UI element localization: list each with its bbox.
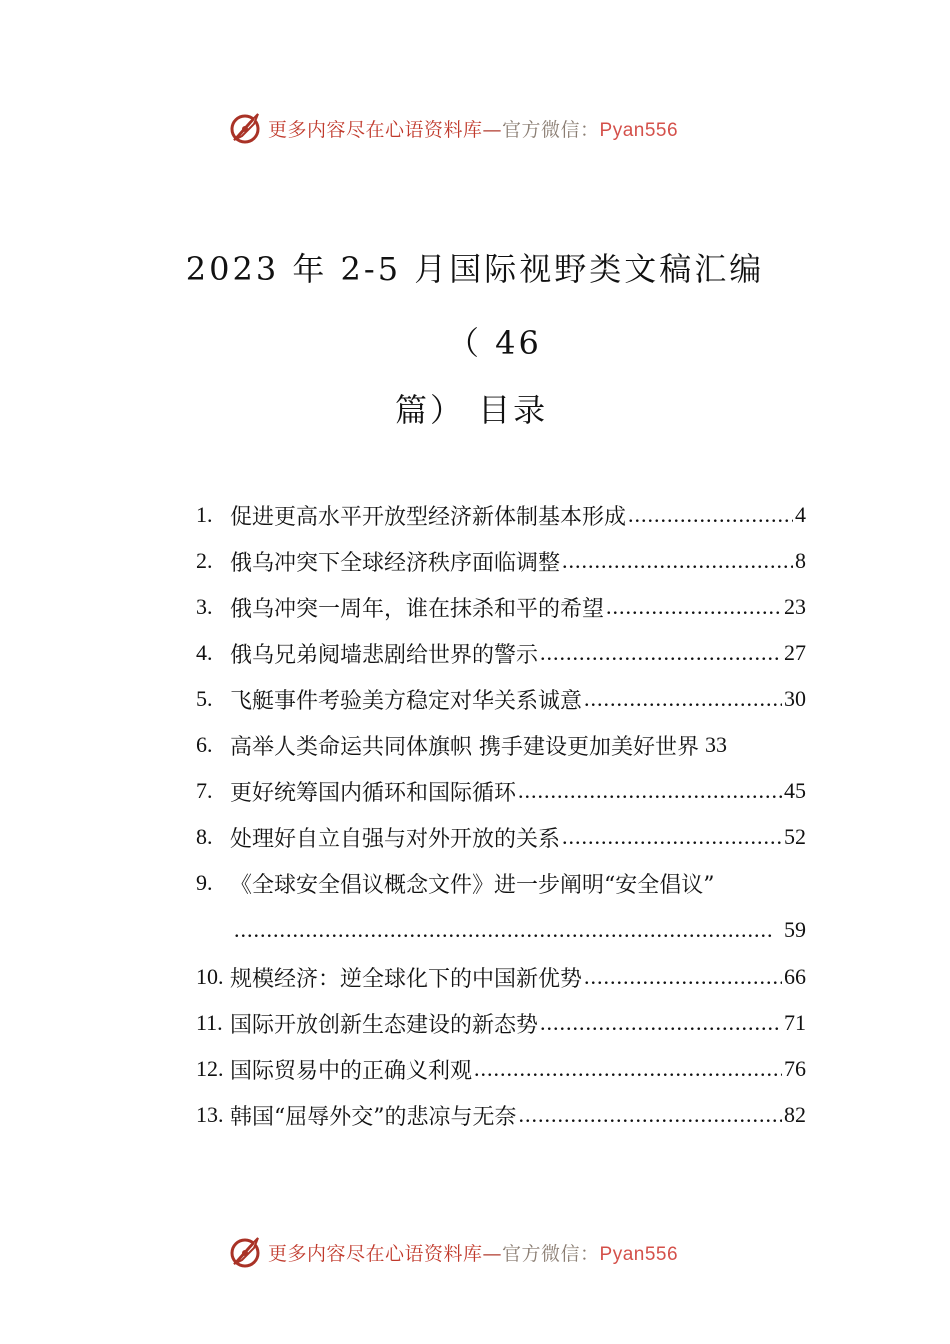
toc-item-page: 27 [784, 640, 806, 665]
toc-leader-dots [628, 502, 793, 528]
toc-item-number: 4. [196, 640, 213, 665]
table-of-contents [196, 492, 806, 1138]
toc-item-title: 俄乌冲突一周年，谁在抹杀和平的希望 [230, 596, 605, 622]
toc-item-page: 59 [784, 917, 806, 942]
banner-dash: — [482, 118, 503, 141]
page-title-count: （ 46 [447, 324, 542, 362]
toc-item-1[interactable] [196, 492, 806, 538]
toc-item-6[interactable] [196, 722, 806, 768]
toc-item-title: 促进更高水平开放型经济新体制基本形成 [230, 504, 627, 530]
toc-item-page: 23 [784, 594, 806, 619]
banner-wechat-id: Pyan556 [599, 119, 679, 141]
banner-wechat-label: 官方微信： [502, 118, 600, 141]
toc-item-3[interactable] [196, 584, 806, 630]
toc-item-title: 俄乌兄弟阋墙悲剧给世界的警示 [230, 642, 539, 668]
toc-item-title: 处理好自立自强与对外开放的关系 [230, 826, 561, 852]
toc-item-page: 45 [784, 778, 806, 803]
footer-banner [228, 1234, 678, 1270]
toc-item-page: 71 [784, 1010, 806, 1035]
toc-item-13[interactable] [196, 1092, 806, 1138]
toc-item-title: 《全球安全倡议概念文件》进一步阐明“安全倡议” [230, 872, 715, 898]
banner-wechat-label: 官方微信： [502, 1242, 600, 1265]
toc-item-page: 8 [795, 548, 806, 573]
page-title-toc: 篇） 目录 [395, 391, 549, 429]
toc-item-number: 12. [196, 1056, 224, 1081]
toc-item-9-continuation[interactable] [196, 906, 806, 954]
toc-leader-dots [540, 640, 782, 666]
quill-logo-icon [228, 1234, 264, 1270]
toc-leader-dots [540, 1010, 782, 1036]
toc-item-number: 1. [196, 502, 213, 527]
toc-item-number: 9. [196, 870, 213, 895]
toc-item-number: 13. [196, 1102, 224, 1127]
toc-leader-dots [474, 1056, 782, 1082]
toc-leader-dots [234, 917, 772, 943]
toc-item-number: 8. [196, 824, 213, 849]
toc-item-page: 33 [705, 732, 727, 757]
toc-item-2[interactable] [196, 538, 806, 584]
toc-item-title: 高举人类命运共同体旗帜 携手建设更加美好世界 [230, 734, 699, 760]
toc-item-number: 2. [196, 548, 213, 573]
toc-leader-dots [584, 964, 782, 990]
toc-leader-dots [518, 778, 782, 804]
toc-leader-dots [584, 686, 782, 712]
toc-item-title: 俄乌冲突下全球经济秩序面临调整 [230, 550, 561, 576]
banner-dash: — [482, 1242, 503, 1265]
banner-text: 更多内容尽在心语资料库 [268, 118, 483, 141]
toc-item-number: 3. [196, 594, 213, 619]
banner-wechat-id: Pyan556 [599, 1243, 679, 1265]
toc-item-title: 更好统筹国内循环和国际循环 [230, 780, 517, 806]
toc-item-number: 5. [196, 686, 213, 711]
toc-item-title: 飞艇事件考验美方稳定对华关系诚意 [230, 688, 583, 714]
toc-item-number: 6. [196, 732, 213, 757]
toc-item-page: 30 [784, 686, 806, 711]
header-banner [228, 110, 678, 146]
banner-text: 更多内容尽在心语资料库 [268, 1242, 483, 1265]
toc-item-page: 52 [784, 824, 806, 849]
toc-item-8[interactable] [196, 814, 806, 860]
toc-item-number: 10. [196, 964, 224, 989]
toc-item-9[interactable] [196, 860, 806, 906]
toc-item-page: 4 [795, 502, 806, 527]
page-title: 2023 年 2-5 月国际视野类文稿汇编 [185, 250, 765, 288]
toc-item-title: 规模经济：逆全球化下的中国新优势 [230, 966, 583, 992]
toc-item-page: 76 [784, 1056, 806, 1081]
toc-item-11[interactable] [196, 1000, 806, 1046]
toc-item-number: 11. [196, 1010, 223, 1035]
toc-item-12[interactable] [196, 1046, 806, 1092]
toc-leader-dots [562, 824, 782, 850]
toc-item-title: 韩国“屈辱外交”的悲凉与无奈 [230, 1104, 517, 1130]
toc-item-4[interactable] [196, 630, 806, 676]
toc-leader-dots [606, 594, 782, 620]
toc-item-7[interactable] [196, 768, 806, 814]
toc-item-page: 82 [784, 1102, 806, 1127]
toc-leader-dots [519, 1102, 783, 1128]
toc-item-title: 国际贸易中的正确义利观 [230, 1058, 473, 1084]
toc-item-10[interactable] [196, 954, 806, 1000]
toc-item-page: 66 [784, 964, 806, 989]
toc-item-5[interactable] [196, 676, 806, 722]
quill-logo-icon [228, 110, 264, 146]
toc-item-number: 7. [196, 778, 213, 803]
toc-item-title: 国际开放创新生态建设的新态势 [230, 1012, 539, 1038]
toc-leader-dots [562, 548, 793, 574]
